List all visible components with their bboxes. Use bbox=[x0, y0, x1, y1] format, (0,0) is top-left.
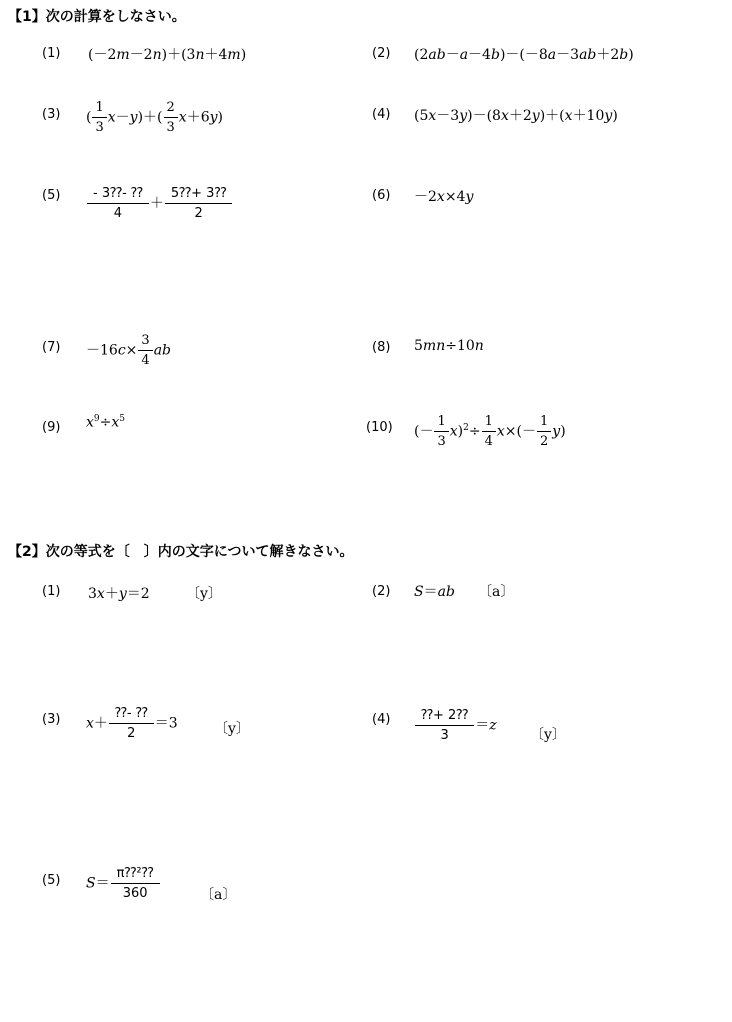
fraction: $\frac{⁇+ 2⁇}{3}$ bbox=[415, 708, 474, 743]
problem-2-1-expression: 3x＋y＝2 bbox=[88, 586, 150, 602]
problem-2-4-bracket: 〔y〕 bbox=[530, 727, 566, 743]
problem-2-2-expression: S＝ab bbox=[414, 584, 455, 600]
section-1-heading: 【1】次の計算をしなさい。 bbox=[8, 9, 186, 25]
problem-2-5-number: (5) bbox=[42, 873, 61, 888]
problem-1-5-number: (5) bbox=[42, 188, 61, 203]
fraction: $\frac{- 3⁇- ⁇}{4}$ bbox=[87, 186, 149, 221]
fraction: $\frac{3}{4}$ bbox=[138, 333, 152, 368]
fraction: $\frac{5⁇+ 3⁇}{2}$ bbox=[165, 186, 233, 221]
problem-1-8-expression: 5mn÷10n bbox=[414, 338, 484, 354]
fraction: $\frac{1}{3}$ bbox=[92, 100, 106, 135]
problem-1-5-expression: $\frac{- 3⁇- ⁇}{4}$ ＋ $\frac{5⁇+ 3⁇}{2}$ bbox=[86, 186, 233, 221]
problem-2-3-number: (3) bbox=[42, 712, 61, 727]
fraction: $\frac{1}{3}$ bbox=[434, 414, 448, 449]
problem-1-10-expression: (－ $\frac{1}{3}$ x)$^2$÷ $\frac{1}{4}$ x×(－ $\frac{1}{2}$ y) bbox=[414, 414, 566, 449]
problem-1-2-number: (2) bbox=[372, 46, 391, 61]
problem-2-1-number: (1) bbox=[42, 584, 61, 599]
problem-2-3-bracket: 〔y〕 bbox=[214, 721, 250, 737]
problem-2-5-expression: S＝ $\frac{\text{π⁇²⁇}}{360}$ bbox=[86, 866, 161, 901]
problem-2-4-expression: $\frac{⁇+ 2⁇}{3}$ ＝z bbox=[414, 708, 497, 743]
problem-2-5-bracket: 〔a〕 bbox=[200, 887, 237, 903]
problem-1-7-expression: －16c× $\frac{3}{4}$ ab bbox=[86, 333, 171, 368]
problem-1-8-number: (8) bbox=[372, 340, 391, 355]
problem-1-1-expression: (－2m－2n)＋(3n＋4m) bbox=[88, 47, 247, 63]
problem-2-4-number: (4) bbox=[372, 712, 391, 727]
problem-1-7-number: (7) bbox=[42, 340, 61, 355]
problem-2-2-number: (2) bbox=[372, 584, 391, 599]
problem-1-4-expression: (5x－3y)－(8x＋2y)＋(x＋10y) bbox=[414, 108, 618, 124]
problem-1-6-expression: －2x×4y bbox=[414, 189, 474, 205]
problem-2-2-bracket: 〔a〕 bbox=[478, 584, 515, 600]
problem-2-3-expression: x＋ $\frac{⁇- ⁇}{2}$ ＝3 bbox=[86, 706, 178, 741]
problem-1-9-expression: $x^9\div x^5$ bbox=[86, 414, 126, 431]
problem-1-2-expression: (2ab－a－4b)－(－8a－3ab＋2b) bbox=[414, 47, 634, 63]
problem-1-10-number: (10) bbox=[366, 420, 393, 435]
section-2-heading: 【2】次の等式を〔 〕内の文字について解きなさい。 bbox=[8, 544, 354, 560]
problem-1-9-number: (9) bbox=[42, 420, 61, 435]
fraction: $\frac{\text{π⁇²⁇}}{360}$ bbox=[111, 866, 160, 901]
fraction: $\frac{⁇- ⁇}{2}$ bbox=[109, 706, 154, 741]
fraction: $\frac{1}{2}$ bbox=[537, 414, 551, 449]
fraction: $\frac{1}{4}$ bbox=[482, 414, 496, 449]
problem-1-3-expression: ( $\frac{1}{3}$ x－y)＋( $\frac{2}{3}$ x＋6y) bbox=[86, 100, 224, 135]
problem-1-1-number: (1) bbox=[42, 46, 61, 61]
fraction: $\frac{2}{3}$ bbox=[164, 100, 178, 135]
problem-1-6-number: (6) bbox=[372, 188, 391, 203]
problem-2-1-bracket: 〔y〕 bbox=[186, 586, 222, 602]
problem-1-3-number: (3) bbox=[42, 107, 61, 122]
problem-1-4-number: (4) bbox=[372, 107, 391, 122]
